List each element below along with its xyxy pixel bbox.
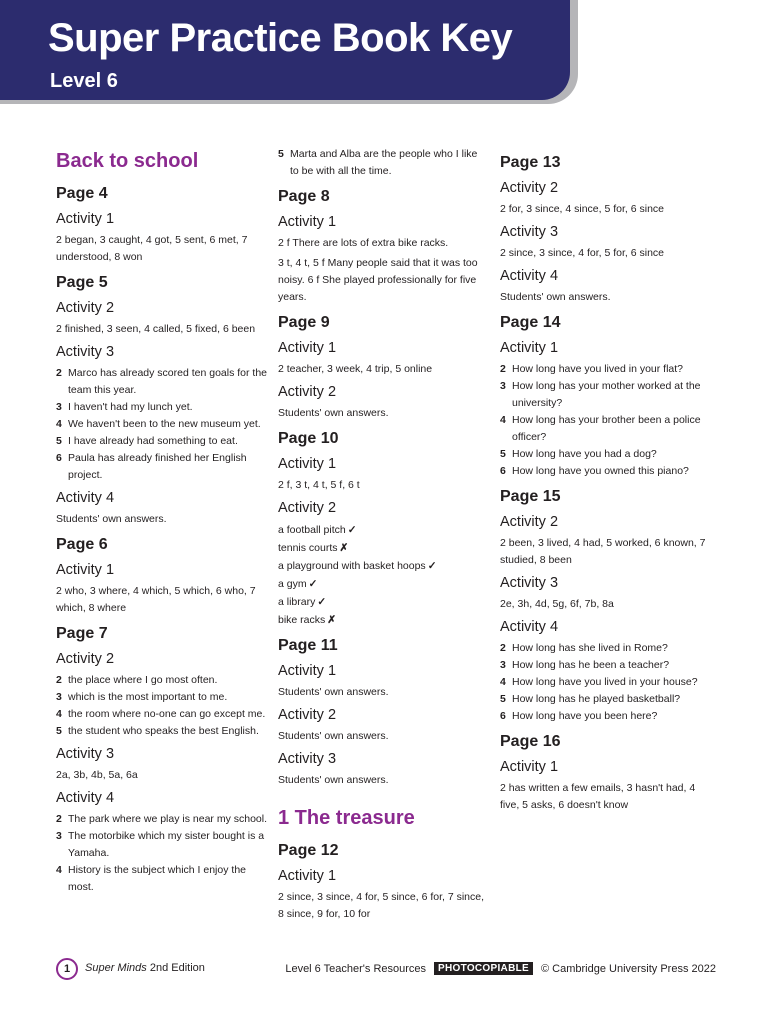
activity-heading: Activity 3 — [500, 224, 559, 240]
activity-heading: Activity 2 — [278, 384, 337, 400]
check-icon: ✓ — [427, 560, 437, 572]
checklist-item: a gym ✓ — [278, 578, 318, 590]
list-item: 4 History is the subject which I enjoy the most. — [56, 864, 246, 893]
column-1 — [56, 146, 270, 899]
unit-heading: 1 The treasure — [278, 807, 415, 829]
page-heading: Page 5 — [56, 274, 108, 291]
list-item: 2 Marco has already scored ten goals for the team this year. — [56, 367, 268, 396]
activity-heading: Activity 2 — [56, 300, 115, 316]
answer-list — [500, 640, 710, 725]
page-heading: Page 7 — [56, 625, 108, 642]
activity-heading: Activity 1 — [500, 759, 559, 775]
page-number: 1 — [56, 958, 78, 980]
answer-text: 2 since, 3 since, 4 for, 5 for, 6 since — [500, 247, 665, 259]
activity-heading: Activity 1 — [278, 868, 337, 884]
activity-heading: Activity 4 — [500, 268, 559, 284]
activity-heading: Activity 2 — [500, 180, 559, 196]
page-heading: Page 10 — [278, 430, 339, 447]
checklist-item: a library ✓ — [278, 596, 327, 608]
activity-heading: Activity 4 — [56, 790, 115, 806]
page-heading: Page 13 — [500, 154, 561, 171]
page-heading: Page 12 — [278, 842, 339, 859]
activity-heading: Activity 2 — [278, 707, 337, 723]
answer-text: 2 has written a few emails, 3 hasn't had, 4 five, 5 asks, 6 doesn't know — [500, 782, 696, 811]
check-icon: ✓ — [317, 596, 327, 608]
list-item: 3 The motorbike which my sister bought is a Yamaha. — [56, 830, 265, 859]
list-item: 5 How long has he played basketball? — [500, 693, 681, 705]
answer-text: 2 who, 3 where, 4 which, 5 which, 6 who, 7 which, 8 where — [56, 585, 256, 614]
column-2 — [278, 146, 488, 926]
list-item: 5 Marta and Alba are the people who I like to be with all the time. — [278, 148, 478, 177]
list-item: 3 How long has your mother worked at the university? — [500, 380, 701, 409]
footer-resources: Level 6 Teacher's Resources — [285, 962, 427, 975]
activity-heading: Activity 1 — [500, 340, 559, 356]
activity-heading: Activity 3 — [56, 746, 115, 762]
answer-text: 2a, 3b, 4b, 5a, 6a — [56, 769, 138, 781]
list-item: 5 the student who speaks the best English. — [56, 725, 259, 737]
answer-text: Students' own answers. — [56, 513, 167, 525]
activity-heading: Activity 3 — [278, 751, 337, 767]
answer-text: 2e, 3h, 4d, 5g, 6f, 7b, 8a — [500, 598, 614, 610]
unit-heading: Back to school — [56, 150, 199, 172]
list-item: 4 How long have you lived in your house? — [500, 676, 698, 688]
activity-heading: Activity 1 — [278, 456, 337, 472]
answer-text: 2 since, 3 since, 4 for, 5 since, 6 for, 7 since, 8 since, 9 for, 10 for — [278, 891, 485, 920]
list-item: 3 I haven't had my lunch yet. — [56, 401, 193, 413]
list-item: 6 How long have you been here? — [500, 710, 658, 722]
copyright: © Cambridge University Press 2022 — [540, 962, 716, 975]
answer-text: 2 been, 3 lived, 4 had, 5 worked, 6 known, 7 studied, 8 been — [500, 537, 706, 566]
answer-list — [56, 672, 270, 740]
list-item: 2 The park where we play is near my school. — [56, 813, 268, 825]
footer-credits — [285, 962, 716, 975]
answer-text: Students' own answers. — [278, 686, 389, 698]
list-item: 2 How long have you lived in your flat? — [500, 363, 684, 375]
answer-text: Students' own answers. — [278, 730, 389, 742]
answer-list — [56, 811, 270, 896]
checklist-item: tennis courts ✗ — [278, 542, 349, 554]
photocopiable-badge: PHOTOCOPIABLE — [434, 962, 533, 975]
list-item: 6 Paula has already finished her English project. — [56, 452, 247, 481]
list-item: 2 the place where I go most often. — [56, 674, 218, 686]
answer-text: Students' own answers. — [278, 774, 389, 786]
list-item: 5 I have already had something to eat. — [56, 435, 238, 447]
activity-heading: Activity 2 — [500, 514, 559, 530]
activity-heading: Activity 1 — [278, 214, 337, 230]
activity-heading: Activity 1 — [56, 211, 115, 227]
answer-text: Students' own answers. — [500, 291, 611, 303]
activity-heading: Activity 1 — [278, 663, 337, 679]
answer-text: 2 teacher, 3 week, 4 trip, 5 online — [278, 363, 433, 375]
activity-heading: Activity 4 — [500, 619, 559, 635]
answer-text: 2 for, 3 since, 4 since, 5 for, 6 since — [500, 203, 665, 215]
list-item: 3 which is the most important to me. — [56, 691, 228, 703]
activity-heading: Activity 2 — [56, 651, 115, 667]
checklist — [278, 521, 488, 629]
page-heading: Page 14 — [500, 314, 561, 331]
checklist-item: a playground with basket hoops ✓ — [278, 560, 437, 572]
page-heading: Page 11 — [278, 637, 338, 654]
activity-heading: Activity 3 — [500, 575, 559, 591]
answer-text: 2 f There are lots of extra bike racks. — [278, 237, 449, 249]
answer-list — [500, 361, 710, 480]
answer-list — [56, 365, 270, 484]
page-heading: Page 6 — [56, 536, 108, 553]
activity-heading: Activity 1 — [278, 340, 337, 356]
checklist-item: bike racks ✗ — [278, 614, 337, 626]
answer-text: 2 finished, 3 seen, 4 called, 5 fixed, 6 been — [56, 323, 256, 335]
cross-icon: ✗ — [339, 542, 349, 554]
page-heading: Page 9 — [278, 314, 330, 331]
footer — [56, 958, 716, 982]
page-heading: Page 8 — [278, 188, 330, 205]
checklist-item: a football pitch ✓ — [278, 524, 357, 536]
footer-brand: Super Minds 2nd Edition — [85, 962, 205, 974]
list-item: 4 How long has your brother been a police officer? — [500, 414, 701, 443]
column-3 — [500, 146, 710, 817]
answer-text: Students' own answers. — [278, 407, 389, 419]
page-title: Super Practice Book Key — [48, 16, 513, 60]
cross-icon: ✗ — [327, 614, 337, 626]
check-icon: ✓ — [347, 524, 357, 536]
activity-heading: Activity 4 — [56, 490, 115, 506]
page-heading: Page 16 — [500, 733, 561, 750]
list-item: 4 We haven't been to the new museum yet. — [56, 418, 261, 430]
level-label: Level 6 — [50, 70, 118, 92]
activity-heading: Activity 3 — [56, 344, 115, 360]
list-item: 3 How long has he been a teacher? — [500, 659, 670, 671]
activity-heading: Activity 2 — [278, 500, 337, 516]
list-item: 4 the room where no-one can go except me. — [56, 708, 266, 720]
check-icon: ✓ — [308, 578, 318, 590]
page-heading: Page 15 — [500, 488, 561, 505]
answer-text: 2 f, 3 t, 4 t, 5 f, 6 t — [278, 479, 360, 491]
list-item: 2 How long has she lived in Rome? — [500, 642, 668, 654]
list-item: 5 How long have you had a dog? — [500, 448, 657, 460]
list-item: 6 How long have you owned this piano? — [500, 465, 689, 477]
activity-heading: Activity 1 — [56, 562, 115, 578]
page-heading: Page 4 — [56, 185, 108, 202]
answer-list — [278, 146, 488, 180]
answer-text: 2 began, 3 caught, 4 got, 5 sent, 6 met, 7 understood, 8 won — [56, 234, 248, 263]
answer-text: 3 t, 4 t, 5 f Many people said that it was too noisy. 6 f She played professionally for five years. — [278, 257, 478, 303]
